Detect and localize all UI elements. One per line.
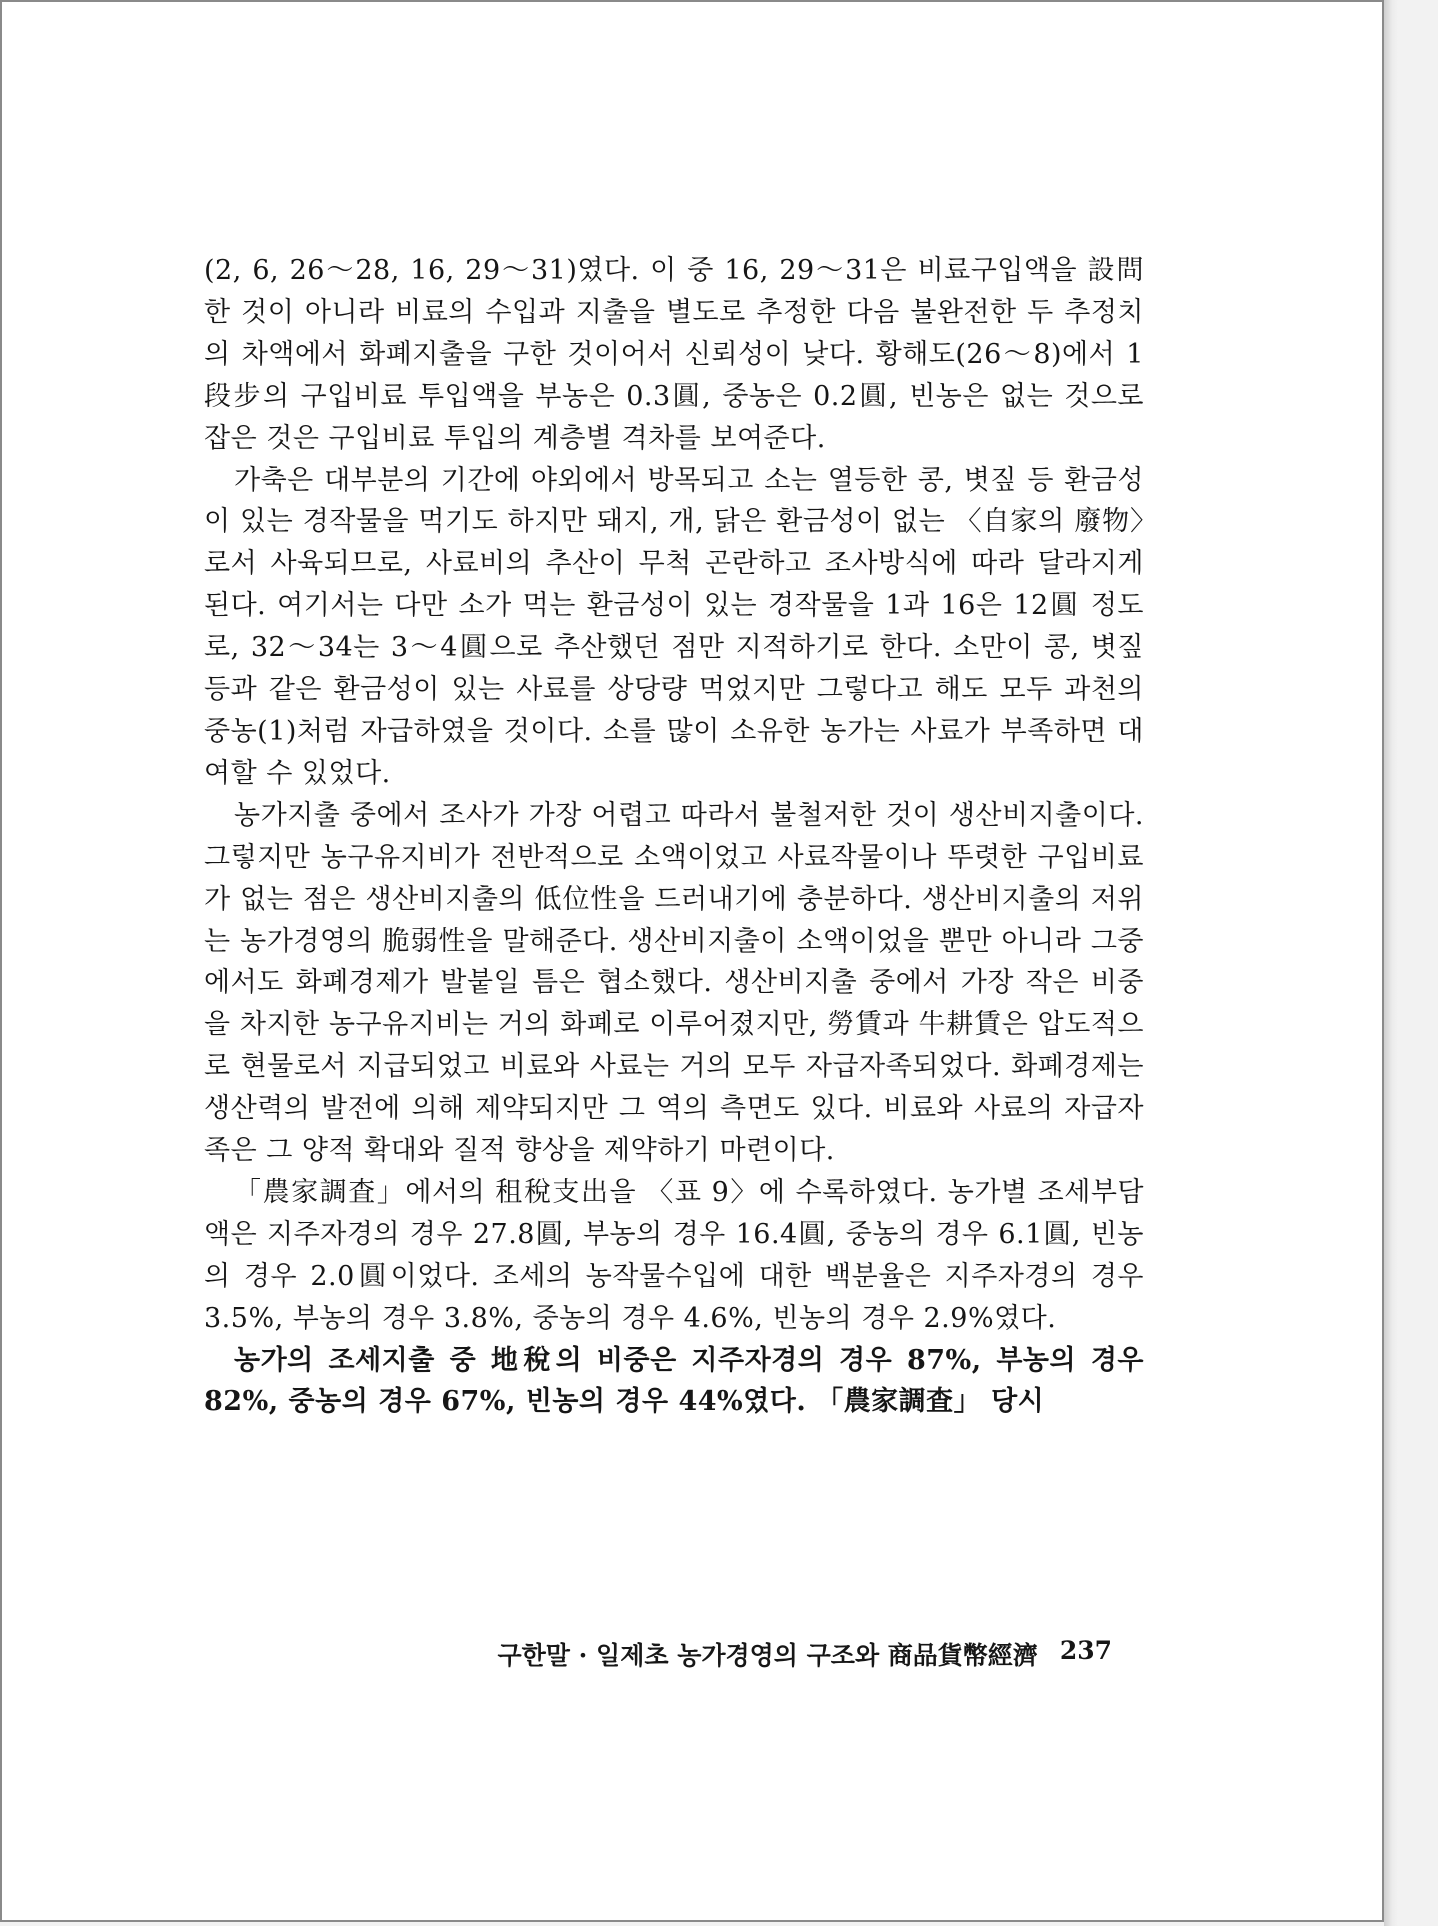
- page-edge-shadow: [1384, 0, 1398, 1926]
- page-number: 237: [1059, 1636, 1112, 1665]
- paragraph-5: 농가의 조세지출 중 地稅의 비중은 지주자경의 경우 87%, 부농의 경우 82%, 중농의 경우 67%, 빈농의 경우 44%였다. 「農家調査」 당시: [204, 1344, 1144, 1418]
- body-text: [204, 250, 1144, 1423]
- paragraph-1: (2, 6, 26～28, 16, 29～31)였다. 이 중 16, 29～31은 비료구입액을 設問한 것이 아니라 비료의 수입과 지출을 별도로 추정한 다음 불완전한 두 추정치의 차액에서 화폐지출을 구한 것이어서 신뢰성이 낮다. 황해도(26～8)에서 1段步의 구입비료 투입액을 부농은 0.3圓, 중농은 0.2圓, 빈농은 없는 것으로 잡은 것은 구입비료 투입의 계층별 격차를 보여준다.: [204, 255, 1144, 454]
- paragraph-4: 「農家調査」에서의 租稅支出을 〈표 9〉에 수록하였다. 농가별 조세부담액은 지주자경의 경우 27.8圓, 부농의 경우 16.4圓, 중농의 경우 6.1圓, 빈농의 경우 2.0圓이었다. 조세의 농작물수입에 대한 백분율은 지주자경의 경우 3.5%, 부농의 경우 3.8%, 중농의 경우 4.6%, 빈농의 경우 2.9%였다.: [204, 1176, 1144, 1334]
- paragraph-3: 농가지출 중에서 조사가 가장 어렵고 따라서 불철저한 것이 생산비지출이다. 그렇지만 농구유지비가 전반적으로 소액이었고 사료작물이나 뚜렷한 구입비료가 없는 점은 생산비지출의 低位性을 드러내기에 충분하다. 생산비지출의 저위는 농가경영의 脆弱性을 말해준다. 생산비지출이 소액이었을 뿐만 아니라 그중에서도 화폐경제가 발붙일 틈은 협소했다. 생산비지출 중에서 가장 작은 비중을 차지한 농구유지비는 거의 화폐로 이루어졌지만, 勞賃과 牛耕賃은 압도적으로 현물로서 지급되었고 비료와 사료는 거의 모두 자급자족되었다. 화폐경제는 생산력의 발전에 의해 제약되지만 그 역의 측면도 있다. 비료와 사료의 자급자족은 그 양적 확대와 질적 향상을 제약하기 마련이다.: [204, 799, 1144, 1167]
- paragraph-2: 가축은 대부분의 기간에 야외에서 방목되고 소는 열등한 콩, 볏짚 등 환금성이 있는 경작물을 먹기도 하지만 돼지, 개, 닭은 환금성이 없는 〈自家의 廢物〉로서 사육되므로, 사료비의 추산이 무척 곤란하고 조사방식에 따라 달라지게 된다. 여기서는 다만 소가 먹는 환금성이 있는 경작물을 1과 16은 12圓 정도로, 32～34는 3～4圓으로 추산했던 점만 지적하기로 한다. 소만이 콩, 볏짚 등과 같은 환금성이 있는 사료를 상당량 먹었지만 그렇다고 해도 모두 과천의 중농(1)처럼 자급하였을 것이다. 소를 많이 소유한 농가는 사료가 부족하면 대여할 수 있었다.: [204, 464, 1144, 789]
- running-title: 구한말 · 일제초 농가경영의 구조와 商品貨幣經濟: [497, 1641, 1038, 1670]
- page-footer: [472, 1636, 1112, 1672]
